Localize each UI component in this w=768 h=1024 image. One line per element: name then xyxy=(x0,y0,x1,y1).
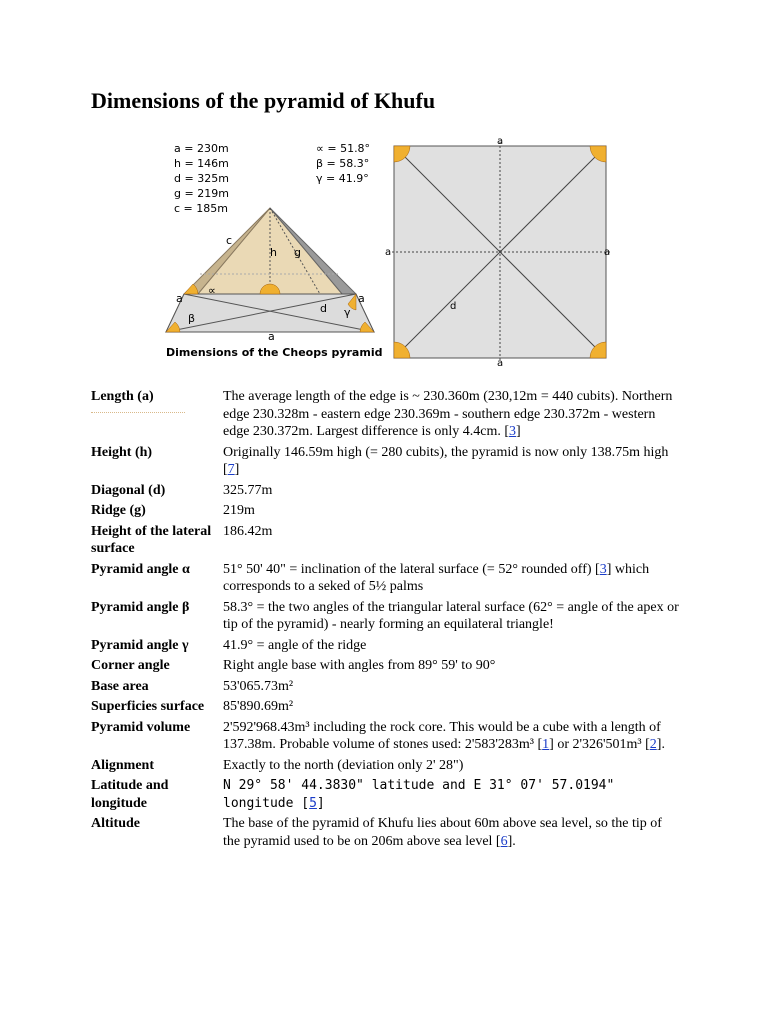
row-value-text: N 29° 58' 44.3830" latitude and E 31° 07' 57.0194" longitude [ xyxy=(223,778,615,811)
row-label xyxy=(91,523,223,561)
row-label xyxy=(91,561,223,599)
row-value-text: The base of the pyramid of Khufu lies about 60m above sea level, so the tip of the pyramid used to be on 206m above sea level [ xyxy=(223,816,662,849)
label-d: d xyxy=(320,302,327,315)
row-value-text: ] or 2'326'501m³ [ xyxy=(549,737,650,752)
row-label-text: Corner angle xyxy=(91,658,170,673)
row-value xyxy=(223,657,681,678)
label-a-right: a xyxy=(358,292,365,305)
reference-link[interactable]: 1 xyxy=(542,737,550,752)
label-gamma: γ xyxy=(344,306,351,319)
row-label xyxy=(91,599,223,637)
row-label-text: Altitude xyxy=(91,816,140,831)
row-value xyxy=(223,698,681,719)
row-value-text: ]. xyxy=(507,833,516,849)
row-value-text: Right angle base with angles from 89° 59' to 90° xyxy=(223,658,496,673)
table-row xyxy=(91,678,681,699)
figure-caption: Dimensions of the Cheops pyramid xyxy=(166,346,383,359)
pyramid-drawing xyxy=(166,208,374,332)
table-row xyxy=(91,482,681,503)
row-label-text: Pyramid angle γ xyxy=(91,637,189,653)
row-label-text: Base area xyxy=(91,678,149,694)
table-row xyxy=(91,815,681,853)
row-value xyxy=(223,444,681,482)
table-row xyxy=(91,388,681,444)
row-value-text: Exactly to the north (deviation only 2' 28") xyxy=(223,757,464,773)
reference-link[interactable]: 6 xyxy=(500,833,508,849)
row-label xyxy=(91,719,223,757)
row-value-text: 58.3° = the two angles of the triangular lateral surface (62° = angle of the apex or tip of the pyramid) - nearly forming an equilateral triangle! xyxy=(223,599,679,632)
row-value-text: 41.9° = angle of the ridge xyxy=(223,637,367,653)
table-row xyxy=(91,757,681,778)
reference-link[interactable]: 3 xyxy=(509,424,517,439)
row-value xyxy=(223,502,681,523)
dim-a: a = 230m xyxy=(174,142,229,155)
row-value xyxy=(223,719,681,757)
row-value xyxy=(223,388,681,444)
label-alpha: ∝ xyxy=(208,284,216,297)
row-value-text: The average length of the edge is ~ 230.360m (230,12m = 440 cubits). Northern edge 230.328m - eastern edge 230.369m - southern edge 230.372m - western edge 230.372m. Largest difference is only 4.4cm. [ xyxy=(223,389,673,439)
row-label xyxy=(91,757,223,778)
row-value-text: 186.42m xyxy=(223,523,273,539)
pyramid-diagram xyxy=(160,134,620,366)
row-value xyxy=(223,637,681,658)
angle-gamma: γ = 41.9° xyxy=(316,172,369,185)
row-value-text: 51° 50' 40" = inclination of the lateral surface (= 52° rounded off) [ xyxy=(223,561,600,577)
row-value xyxy=(223,757,681,778)
row-label-text: Pyramid volume xyxy=(91,719,191,735)
row-label-text: Height of the lateral surface xyxy=(91,523,212,556)
reference-link[interactable]: 2 xyxy=(649,737,657,752)
row-value xyxy=(223,599,681,637)
row-value-text: ] xyxy=(516,424,521,439)
table-row xyxy=(91,444,681,482)
table-row xyxy=(91,719,681,757)
row-label xyxy=(91,637,223,658)
row-value-text: ] xyxy=(234,462,240,477)
row-value xyxy=(223,482,681,503)
row-value xyxy=(223,815,681,853)
row-value-text: 2'592'968.43m³ including the rock core. This would be a cube with a length of 137.38m. Probable volume of stones used: 2'583'283m³ [ xyxy=(223,719,661,752)
row-label-text: Pyramid angle α xyxy=(91,561,190,577)
label-beta: β xyxy=(188,312,196,325)
reference-link[interactable]: 5 xyxy=(309,795,317,811)
row-value xyxy=(223,678,681,699)
row-label xyxy=(91,444,223,482)
row-label xyxy=(91,388,223,444)
table-row xyxy=(91,599,681,637)
row-label xyxy=(91,815,223,853)
row-value-text: 53'065.73m² xyxy=(223,678,294,694)
label-g: g xyxy=(294,246,301,259)
row-label-text: Alignment xyxy=(91,757,154,773)
row-label xyxy=(91,502,223,523)
label-a-bottom: a xyxy=(268,330,275,343)
table-row xyxy=(91,777,681,815)
row-value-text: 85'890.69m² xyxy=(223,699,294,714)
label-h: h xyxy=(270,246,277,259)
row-value-text: ] which corresponds to a seked of 5½ palms xyxy=(223,561,650,594)
row-label xyxy=(91,678,223,699)
row-label-text: Diagonal (d) xyxy=(91,482,166,498)
row-label-text: Ridge (g) xyxy=(91,503,146,518)
row-label-text: Length (a) xyxy=(91,389,154,404)
top-label-a-top: a xyxy=(497,136,504,147)
table-row xyxy=(91,657,681,678)
row-label-text: Pyramid angle β xyxy=(91,599,190,615)
row-value-text: 325.77m xyxy=(223,482,273,498)
page-title: Dimensions of the pyramid of Khufu xyxy=(91,88,436,113)
spec-table xyxy=(91,388,681,853)
top-label-a-right: a xyxy=(604,247,611,258)
reference-link[interactable]: 3 xyxy=(599,561,607,577)
dim-d: d = 325m xyxy=(174,172,229,185)
label-underline xyxy=(91,412,185,413)
row-value xyxy=(223,523,681,561)
label-a-left: a xyxy=(176,292,183,305)
row-label xyxy=(91,698,223,719)
top-view-drawing xyxy=(392,142,610,362)
row-label xyxy=(91,777,223,815)
top-label-a-bottom: a xyxy=(497,358,504,366)
table-row xyxy=(91,502,681,523)
row-label xyxy=(91,482,223,503)
row-value-text: Originally 146.59m high (= 280 cubits), the pyramid is now only 138.75m high [ xyxy=(223,444,669,477)
row-value xyxy=(223,561,681,599)
top-label-a-left: a xyxy=(385,247,392,258)
row-value-text: ]. xyxy=(656,737,665,752)
label-c: c xyxy=(226,234,233,247)
angle-alpha: ∝ = 51.8° xyxy=(316,142,371,155)
table-row xyxy=(91,698,681,719)
top-label-d: d xyxy=(450,301,457,312)
table-row xyxy=(91,637,681,658)
row-value-text: 219m xyxy=(223,503,255,518)
dim-c: c = 185m xyxy=(174,202,228,215)
row-value-text: ] xyxy=(316,795,325,811)
angle-beta: β = 58.3° xyxy=(316,157,370,170)
table-row xyxy=(91,523,681,561)
row-label xyxy=(91,657,223,678)
reference-link[interactable]: 7 xyxy=(227,462,235,477)
row-label-text: Superficies surface xyxy=(91,699,205,714)
row-value xyxy=(223,777,681,815)
row-label-text: Height (h) xyxy=(91,444,153,460)
dim-h: h = 146m xyxy=(174,157,229,170)
dim-g: g = 219m xyxy=(174,187,229,200)
table-row xyxy=(91,561,681,599)
row-label-text: Latitude and longitude xyxy=(91,778,169,811)
